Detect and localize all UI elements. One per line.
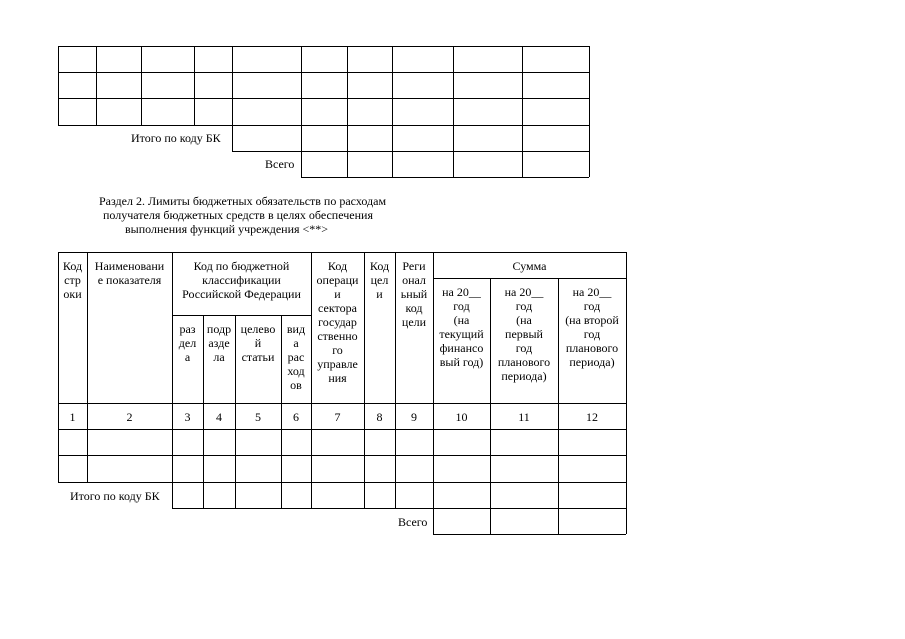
header-budget-classification: Код по бюджетной классификации Российской Федерации: [182, 259, 301, 301]
column-number: 10: [455, 410, 468, 424]
table1-total-label: Всего: [265, 157, 295, 171]
header-sum: Сумма: [512, 259, 547, 273]
column-number: 3: [184, 410, 191, 424]
table1-grid: [58, 46, 590, 178]
column-number: 1: [69, 410, 76, 424]
section2-title-line3: выполнения функций учреждения <**>: [125, 222, 329, 236]
header-target-item: целево й статьи: [240, 322, 276, 364]
column-number: 4: [216, 410, 222, 424]
table2-total-label: Всего: [398, 515, 428, 529]
table1-total-by-bk-label: Итого по коду БК: [131, 131, 221, 145]
column-number: 2: [126, 410, 133, 424]
header-goal-code: Код цел и: [369, 259, 390, 301]
column-number: 5: [255, 410, 261, 424]
column-number: 6: [293, 410, 299, 424]
header-expense-type: вид а рас ход ов: [286, 322, 306, 392]
header-row-code: Код стр оки: [62, 259, 83, 301]
section2-title-line1: Раздел 2. Лимиты бюджетных обязательств по расходам: [99, 194, 387, 208]
header-subsection: подр азде ла: [206, 322, 232, 364]
column-number: 11: [518, 410, 530, 424]
header-indicator-name: Наименовани е показателя: [94, 259, 165, 287]
table2-total-by-bk-label: Итого по коду БК: [70, 489, 160, 503]
header-year-current: на 20__ год (на текущий финансо вый год): [439, 285, 484, 369]
header-regional-goal-code: Реги онал ьный код цели: [400, 259, 428, 329]
header-year-first: на 20__ год (на первый год планового периода): [497, 285, 551, 383]
column-number: 12: [586, 410, 598, 424]
header-year-second: на 20__ год (на второй год планового периода): [565, 285, 619, 369]
header-section: раз дел а: [178, 322, 197, 364]
column-number: 8: [376, 410, 383, 424]
column-number: 9: [411, 410, 417, 424]
header-operation-code: Код операци и сектора государ ственно го управле ния: [316, 259, 359, 385]
section2-title-line2: получателя бюджетных средств в целях обеспечения: [103, 208, 373, 222]
column-number: 7: [334, 410, 341, 424]
